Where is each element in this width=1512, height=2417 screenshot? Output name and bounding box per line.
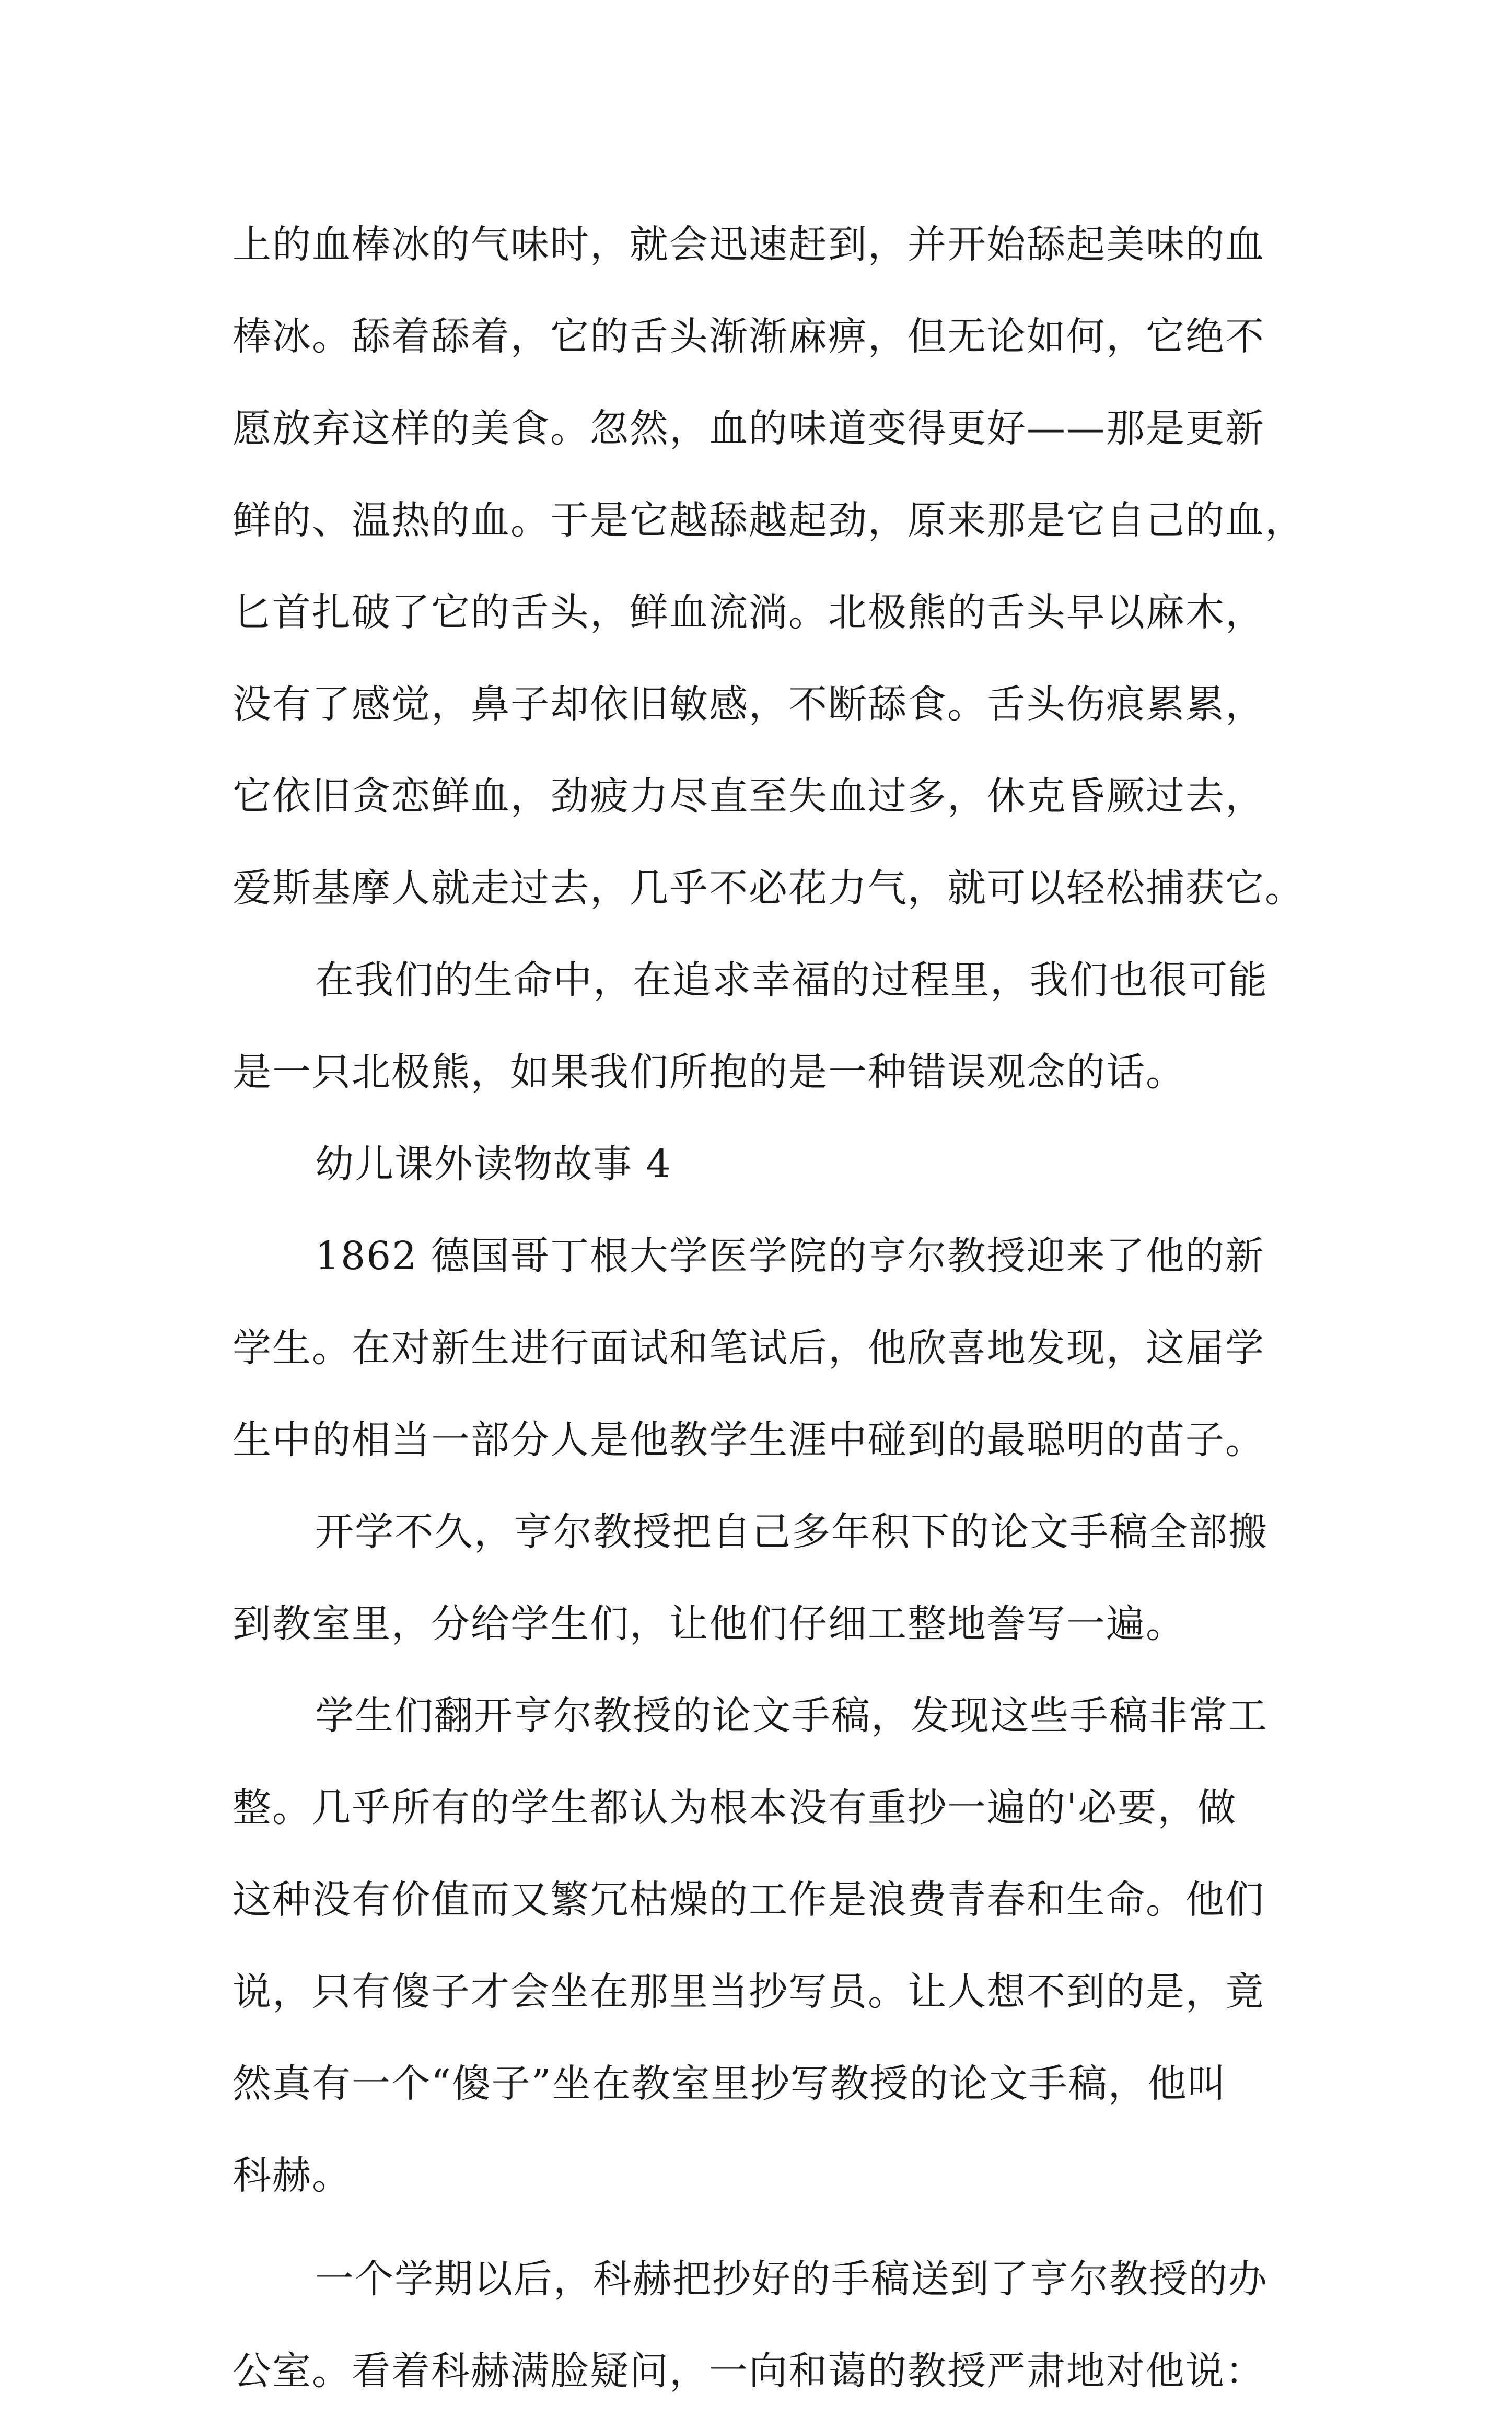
section-heading: 幼儿课外读物故事 4 (315, 1142, 672, 1187)
paragraph-start-line: 1862 德国哥丁根大学医学院的亨尔教授迎来了他的新 (315, 1234, 1265, 1279)
text-line: 它依旧贪恋鲜血，劲疲力尽直至失血过多，休克昏厥过去， (232, 774, 1265, 819)
text-line: 说，只有傻子才会坐在那里当抄写员。让人想不到的是，竟 (232, 1969, 1265, 2014)
text-line: 上的血棒冰的气味时，就会迅速赶到，并开始舔起美味的血 (232, 222, 1265, 267)
text-line: 愿放弃这样的美食。忽然，血的味道变得更好——那是更新 (232, 406, 1265, 451)
text-line: 公室。看着科赫满脸疑问，一向和蔼的教授严肃地对他说： (232, 2349, 1265, 2393)
text-line: 科赫。 (232, 2153, 352, 2198)
paragraph-start-line: 学生们翻开亨尔教授的论文手稿，发现这些手稿非常工 (315, 1693, 1268, 1738)
text-line: 然真有一个“傻子”坐在教室里抄写教授的论文手稿，他叫 (232, 2061, 1227, 2106)
text-line: 棒冰。舔着舔着，它的舌头渐渐麻痹，但无论如何，它绝不 (232, 314, 1265, 359)
paragraph-start-line: 开学不久，亨尔教授把自己多年积下的论文手稿全部搬 (315, 1509, 1268, 1554)
body-text (232, 199, 1305, 2417)
paragraph-start-line: 一个学期以后，科赫把抄好的手稿送到了亨尔教授的办 (315, 2257, 1268, 2302)
text-line: 到教室里，分给学生们，让他们仔细工整地誊写一遍。 (232, 1601, 1185, 1646)
text-line: 学生。在对新生进行面试和笔试后，他欣喜地发现，这届学 (232, 1326, 1265, 1370)
text-line: 生中的相当一部分人是他教学生涯中碰到的最聪明的苗子。 (232, 1417, 1265, 1462)
text-line: 这种没有价值而又繁冗枯燥的工作是浪费青春和生命。他们 (232, 1877, 1265, 1922)
text-line: 没有了感觉，鼻子却依旧敏感，不断舔食。舌头伤痕累累， (232, 682, 1265, 727)
paragraph-start-line: 在我们的生命中，在追求幸福的过程里，我们也很可能 (315, 958, 1268, 1003)
text-line: 鲜的、温热的血。于是它越舔越起劲，原来那是它自己的血， (232, 498, 1305, 543)
text-line: 整。几乎所有的学生都认为根本没有重抄一遍的'必要，做 (232, 1785, 1237, 1830)
text-line: 匕首扎破了它的舌头，鲜血流淌。北极熊的舌头早以麻木， (232, 590, 1265, 635)
text-line: 爱斯基摩人就走过去，几乎不必花力气，就可以轻松捕获它。 (232, 866, 1305, 911)
text-line: 是一只北极熊，如果我们所抱的是一种错误观念的话。 (232, 1050, 1185, 1095)
